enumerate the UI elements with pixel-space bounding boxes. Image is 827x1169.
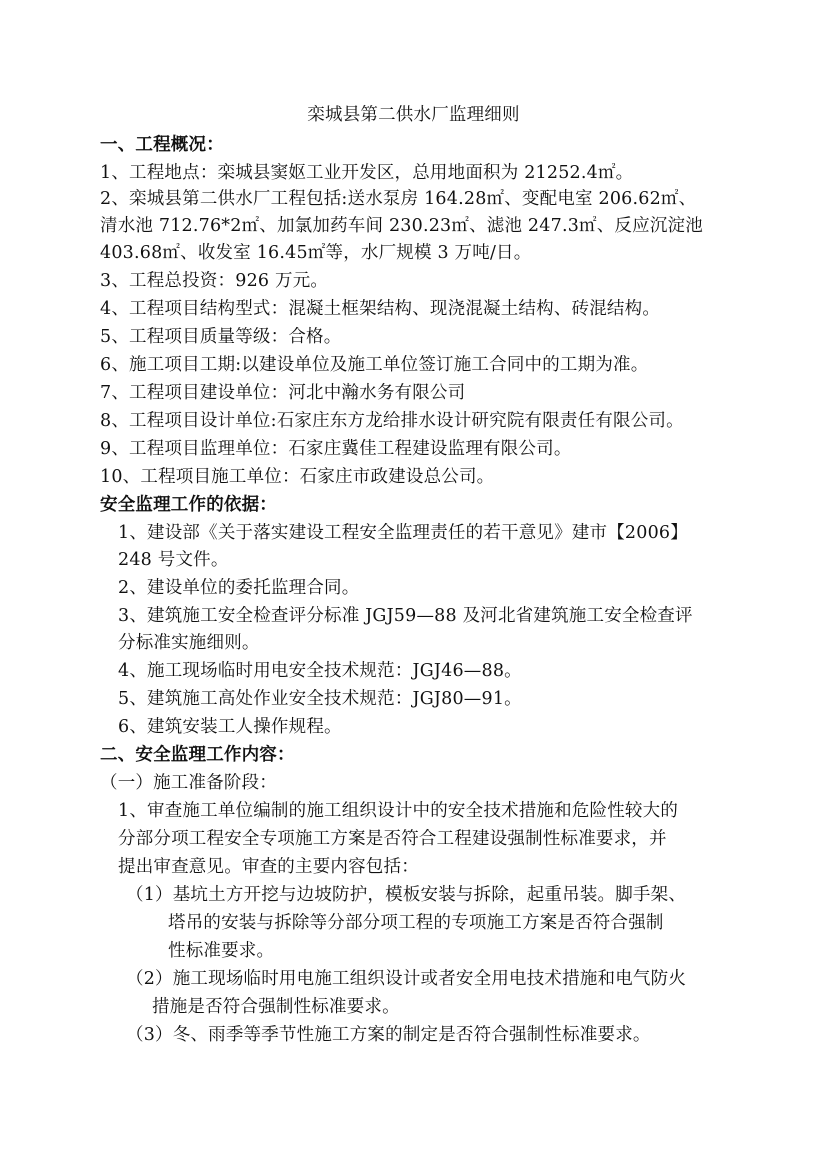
overview-line: 6、施工项目工期:以建设单位及施工单位签订施工合同中的工期为准。: [100, 355, 649, 375]
basis-heading: 安全监理工作的依据：: [100, 495, 277, 515]
basis-line: 6、建筑安装工人操作规程。: [118, 717, 342, 737]
overview-line: 10、工程项目施工单位：石家庄市政建设总公司。: [100, 467, 495, 487]
basis-line: 248 号文件。: [118, 550, 229, 570]
overview-line: 清水池 712.76*2㎡、加氯加药车间 230.23㎡、滤池 247.3㎡、反应沉淀池: [100, 216, 703, 236]
overview-line: 8、工程项目设计单位:石家庄东方龙给排水设计研究院有限责任有限公司。: [100, 411, 684, 431]
document-title: 栾城县第二供水厂监理细则: [307, 105, 520, 125]
basis-line: 5、建筑施工高处作业安全技术规范：JGJ80—91。: [118, 689, 522, 709]
basis-line: 1、建设部《关于落实建设工程安全监理责任的若干意见》建市【2006】: [118, 523, 688, 543]
basis-line: 3、建筑施工安全检查评分标准 JGJ59—88 及河北省建筑施工安全检查评: [118, 606, 693, 626]
sub2-line: 措施是否符合强制性标准要求。: [152, 997, 400, 1017]
basis-line: 2、建设单位的委托监理合同。: [118, 578, 360, 598]
overview-line: 3、工程总投资：926 万元。: [100, 271, 329, 291]
basis-line: 4、施工现场临时用电安全技术规范：JGJ46—88。: [118, 661, 522, 681]
overview-line: 9、工程项目监理单位：石家庄冀佳工程建设监理有限公司。: [100, 439, 572, 459]
item1-line: 1、审查施工单位编制的施工组织设计中的安全技术措施和危险性较大的: [118, 801, 679, 821]
prep-stage-heading: （一）施工准备阶段：: [100, 773, 277, 793]
overview-line: 1、工程地点：栾城县窦妪工业开发区，总用地面积为 21252.4㎡。: [100, 163, 634, 183]
item1-line: 分部分项工程安全专项施工方案是否符合工程建设强制性标准要求，并: [118, 829, 667, 849]
overview-line: 7、工程项目建设单位：河北中瀚水务有限公司: [100, 383, 466, 403]
overview-heading: 一、工程概况：: [100, 135, 224, 155]
overview-line: 5、工程项目质量等级：合格。: [100, 327, 342, 347]
item1-line: 提出审查意见。审查的主要内容包括：: [118, 857, 419, 877]
overview-line: 403.68㎡、收发室 16.45㎡等，水厂规模 3 万吨/日。: [100, 243, 532, 263]
sub1-line: 塔吊的安装与拆除等分部分项工程的专项施工方案是否符合强制: [168, 913, 664, 933]
sub3-line: （3）冬、雨季等季节性施工方案的制定是否符合强制性标准要求。: [126, 1025, 651, 1045]
sub1-line: 性标准要求。: [168, 941, 275, 961]
overview-line: 2、栾城县第二供水厂工程包括:送水泵房 164.28㎡、变配电室 206.62㎡、: [100, 189, 697, 209]
sub1-line: （1）基坑土方开挖与边坡防护，模板安装与拆除，起重吊装。脚手架、: [126, 885, 687, 905]
overview-line: 4、工程项目结构型式：混凝土框架结构、现浇混凝土结构、砖混结构。: [100, 299, 661, 319]
sub2-line: （2）施工现场临时用电施工组织设计或者安全用电技术措施和电气防火: [126, 969, 687, 989]
content-heading: 二、安全监理工作内容：: [100, 745, 295, 765]
basis-line: 分标准实施细则。: [118, 633, 260, 653]
